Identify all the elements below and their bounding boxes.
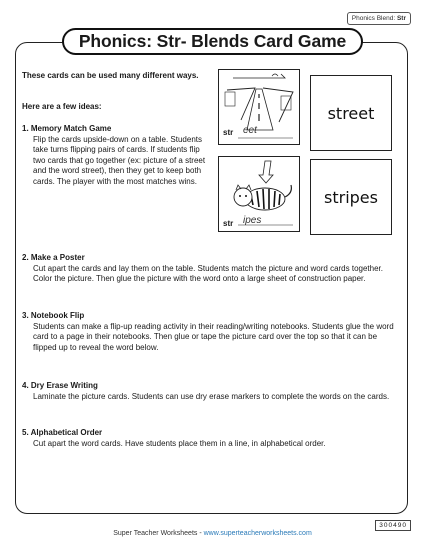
section-memory-match: [22, 124, 210, 188]
section-heading: 1. Memory Match Game: [22, 124, 112, 133]
section-body: Students can make a flip-up reading activity in their reading/writing notebooks. Students glue the word card to a page in their notebooks. Then glue or tape the picture card over the top so that it can be flipped up to reveal the word below.: [33, 321, 394, 352]
worksheet-code: 300490: [375, 520, 411, 531]
section-heading: 2. Make a Poster: [22, 253, 85, 262]
street-word: street: [327, 103, 375, 123]
street-picture-card: [218, 69, 300, 145]
phonics-blend-tag: [347, 12, 411, 25]
ideas-heading: Here are a few ideas:: [22, 102, 102, 111]
section-notebook-flip: [22, 311, 394, 353]
section-heading: 3. Notebook Flip: [22, 311, 85, 320]
stripes-picture-card: [218, 156, 300, 232]
pic2-prefix: str: [223, 219, 234, 228]
section-make-poster: [22, 253, 394, 285]
footer: [0, 530, 425, 537]
pic1-prefix: str: [223, 128, 234, 137]
section-body: Cut apart the cards and lay them on the table. Students match the picture and word cards together. Color the picture. Then glue the picture with the word onto a large sheet of construction paper.: [33, 263, 383, 284]
intro-text: These cards can be used many different ways.: [22, 71, 199, 80]
section-body: Cut apart the word cards. Have students place them in a line, in alphabetical order.: [33, 438, 326, 448]
section-body: Flip the cards upside-down on a table. Students take turns flipping pairs of cards. If students flip two cards that go together (ex: picture of a street and the word street), then they get to keep both cards. The player with the most matches wins.: [33, 134, 206, 186]
footer-brand: Super Teacher Worksheets -: [113, 530, 204, 537]
pic1-handwriting: eet: [243, 125, 257, 136]
section-heading: 5. Alphabetical Order: [22, 428, 103, 437]
section-alphabetical-order: [22, 428, 394, 449]
section-body: Laminate the picture cards. Students can use dry erase markers to complete the words on the cards.: [33, 391, 390, 401]
street-word-card: [310, 75, 392, 151]
section-heading: 4. Dry Erase Writing: [22, 381, 98, 390]
stripes-word-card: [310, 159, 392, 235]
tag-label: Phonics Blend:: [351, 15, 396, 22]
section-dry-erase: [22, 381, 394, 402]
stripes-word: stripes: [324, 187, 378, 207]
page-title: Phonics: Str- Blends Card Game: [62, 28, 363, 55]
footer-url-link[interactable]: www.superteacherworksheets.com: [203, 530, 312, 537]
tag-value: Str: [396, 15, 406, 22]
pic2-handwriting: ipes: [243, 215, 262, 226]
